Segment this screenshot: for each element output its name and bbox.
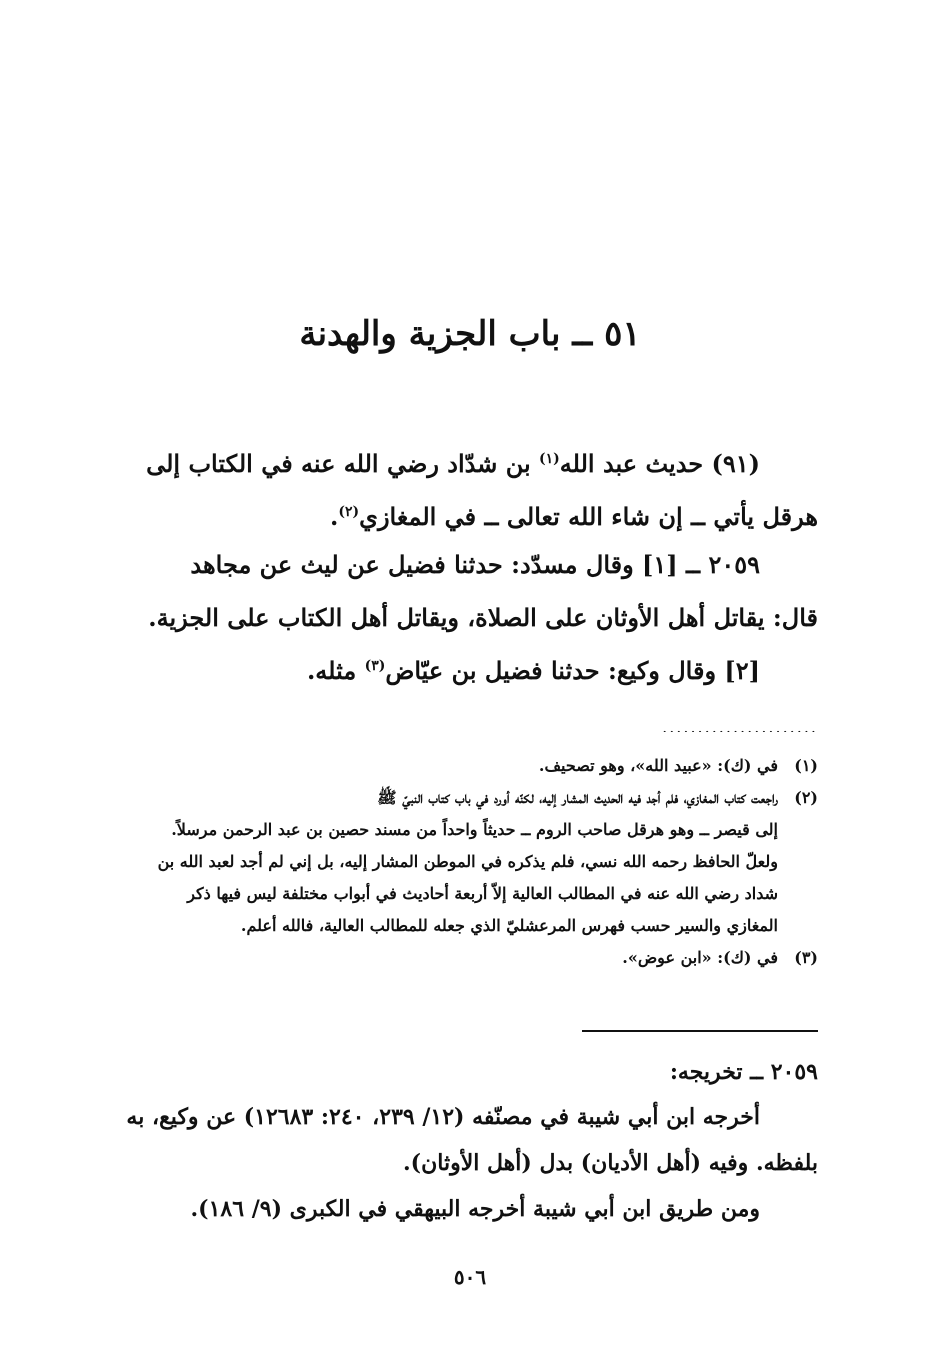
footnote-2-number: (٢) <box>794 788 818 807</box>
footnote-2-line-2: إلى قيصر ــ وهو هرقل صاحب الروم ــ حديثاً واحداً من مسند حصين بن عبد الرحمن مرسلاً. <box>171 820 778 839</box>
hadith-2059-line-2: قال: يقاتل أهل الأوثان على الصلاة، ويقاتل أهل الكتاب على الجزية. <box>148 603 818 632</box>
hadith-91-line-2 <box>100 490 818 543</box>
footnote-3 <box>96 942 818 974</box>
footnote-3-text: في (ك): «ابن عوض». <box>622 948 778 967</box>
hadith-91-line-2-text: هرقل يأتي ــ إن شاء الله تعالى ــ في المغازي <box>359 502 818 531</box>
footnote-ref-2[interactable]: (٢) <box>338 504 360 520</box>
hadith-2059-paragraph <box>100 538 818 697</box>
footnote-2-line-5: المغازي والسير حسب فهرس المرعشليّ الذي جعله للمطالب العالية، فالله أعلم. <box>240 916 778 935</box>
footnote-2-line-1 <box>96 782 818 814</box>
footnote-ref-1[interactable]: (١) <box>539 451 560 467</box>
footnote-2-line-3: ولعلّ الحافظ رحمه الله نسي، فلم يذكره في الموطن المشار إليه، بل إني لم أجد لعبد الله بن <box>157 852 778 871</box>
takhrij-line-1: أخرجه ابن أبي شيبة في مصنّفه (١٢/ ٢٣٩، ٢٤٠: ١٢٦٨٣) عن وكيع، به <box>126 1104 760 1130</box>
hadith-91-text-start: (٩١) حديث عبد الله <box>559 449 760 478</box>
footnote-1-number: (١) <box>794 756 818 775</box>
footnote-2-text: راجعت كتاب المغازي، فلم أجد فيه الحديث المشار إليه، لكنّه أورد في باب كتاب النبيّ ﷺ <box>377 788 778 807</box>
hadith-2059-line-1: ٢٠٥٩ ــ [١] وقال مسدّد: حدثنا فضيل عن ليث عن مجاهد <box>190 550 760 579</box>
footnote-1-text: في (ك): «عبيد الله»، وهو تصحيف. <box>538 756 778 775</box>
takhrij-line-2: بلفظه. وفيه (أهل الأديان) بدل (أهل الأوثان). <box>403 1150 818 1176</box>
takhrij-line-3: ومن طريق ابن أبي شيبة أخرجه البيهقي في الكبرى (٩/ ١٨٦). <box>190 1196 760 1222</box>
footnote-1 <box>96 750 818 782</box>
chapter-title: ٥١ ــ باب الجزية والهدنة <box>299 314 641 354</box>
page-number: ٥٠٦ <box>453 1265 487 1289</box>
hadith-91-line-1 <box>100 437 818 490</box>
takhrij-heading: ٢٠٥٩ ــ تخريجه: <box>669 1059 818 1085</box>
hadith-2059-line-3-end: مثله. <box>306 656 365 685</box>
footnote-ref-3[interactable]: (٣) <box>364 658 386 674</box>
hadith-2059-line-3 <box>100 644 818 697</box>
footnote-separator-dots: ...................... <box>662 718 818 732</box>
hadith-2059-line-3-text: [٢] وقال وكيع: حدثنا فضيل بن عيّاض <box>385 656 760 685</box>
footnote-2-line-4: شداد رضي الله عنه في المطالب العالية إلاّ أربعة أحاديث في أبواب مختلفة ليس فيها ذكر <box>187 884 778 903</box>
takhrij-separator-rule <box>582 1030 818 1032</box>
footnotes <box>96 750 818 974</box>
takhrij-paragraph <box>96 1094 818 1232</box>
hadith-91-text-end: بن شدّاد رضي الله عنه في الكتاب إلى <box>146 449 540 478</box>
hadith-91-paragraph <box>100 437 818 543</box>
hadith-91-line-2-end: . <box>330 502 339 531</box>
footnote-3-number: (٣) <box>794 948 818 967</box>
